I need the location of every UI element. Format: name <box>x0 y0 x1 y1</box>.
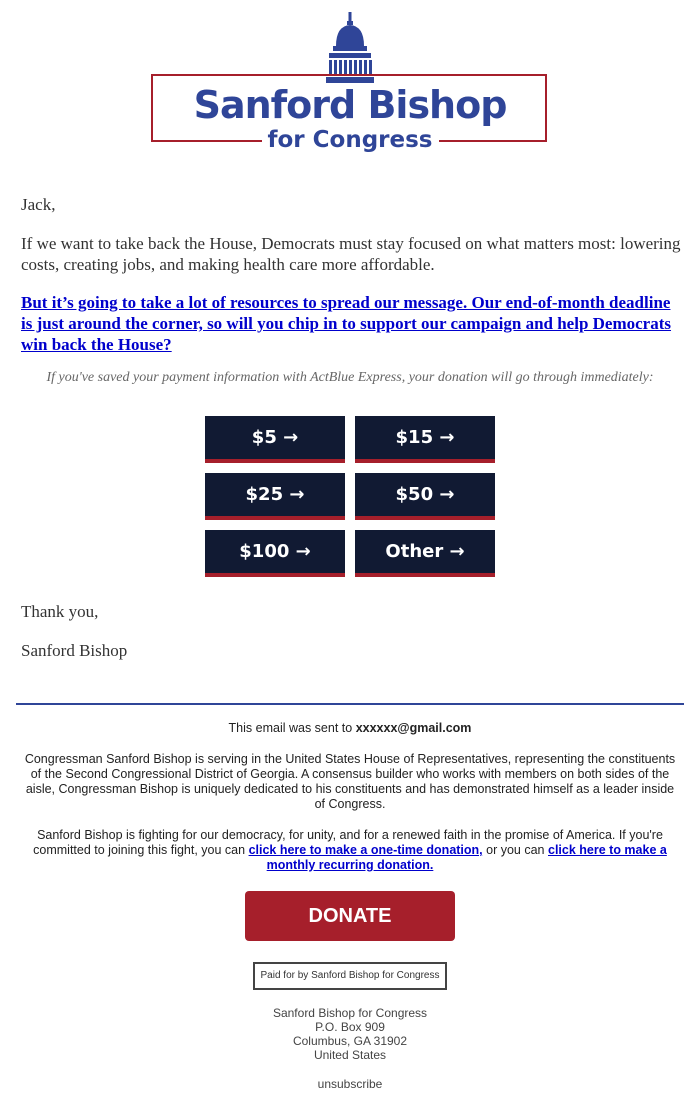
greeting: Jack, <box>21 195 56 214</box>
address-city: Columbus, GA 31902 <box>292 1034 408 1048</box>
recipient-email: xxxxxx@gmail.com <box>355 721 472 735</box>
intro-paragraph: If we want to take back the House, Democrats must stay focused on what matters most: lowering costs, creating jobs, and making health care more affordable. <box>21 234 681 274</box>
donate-other-button[interactable]: Other → <box>355 530 495 577</box>
donate-15-button[interactable]: $15 → <box>355 416 495 463</box>
sent-to-line: This email was sent to xxxxxx@gmail.com <box>228 721 472 735</box>
address-box: P.O. Box 909 <box>315 1020 385 1034</box>
signature: Sanford Bishop <box>21 641 128 660</box>
donate-50-button[interactable]: $50 → <box>355 473 495 520</box>
unsubscribe-link[interactable]: unsubscribe <box>317 1077 383 1091</box>
fight-paragraph: Sanford Bishop is fighting for our democracy, for unity, and for a renewed faith in the promise of America. If you're committed to joining this fight, you can click here to make a one-time donation, or you can click here to make a monthly recurring donation. <box>33 828 667 872</box>
recurring-donation-link[interactable]: click here to make a monthly recurring donation. <box>266 843 667 872</box>
paid-for-disclaimer: Paid for by Sanford Bishop for Congress <box>253 962 447 990</box>
donate-button[interactable]: DONATE <box>245 891 455 941</box>
logo-name: Sanford Bishop <box>193 83 507 127</box>
one-time-donation-link[interactable]: click here to make a one-time donation, <box>248 843 483 857</box>
donate-25-button[interactable]: $25 → <box>205 473 345 520</box>
address-org: Sanford Bishop for Congress <box>272 1006 428 1020</box>
footer-divider <box>16 703 684 705</box>
candidate-bio: Congressman Sanford Bishop is serving in the United States House of Representatives, representing the constituents of the Second Congressional District of Georgia. A consensus builder who works with members on both sides of the aisle, Congressman Bishop is uniquely dedicated to his constituents and has demonstrated himself as a leader inside of Congress. <box>24 752 676 811</box>
campaign-logo <box>150 10 550 153</box>
actblue-express-note: If you've saved your payment information with ActBlue Express, your donation will go through immediately: <box>46 370 654 385</box>
appeal-link[interactable]: But it’s going to take a lot of resources to spread our message. Our end-of-month deadline is just around the corner, so will you chip in to support our campaign and help Democrats win back the House? <box>21 293 672 354</box>
donate-100-button[interactable]: $100 → <box>205 530 345 577</box>
closing: Thank you, <box>21 602 99 621</box>
logo-subtitle: for Congress <box>150 126 550 154</box>
address-country: United States <box>313 1048 387 1062</box>
donate-5-button[interactable]: $5 → <box>205 416 345 463</box>
mailing-address <box>200 1006 500 1062</box>
